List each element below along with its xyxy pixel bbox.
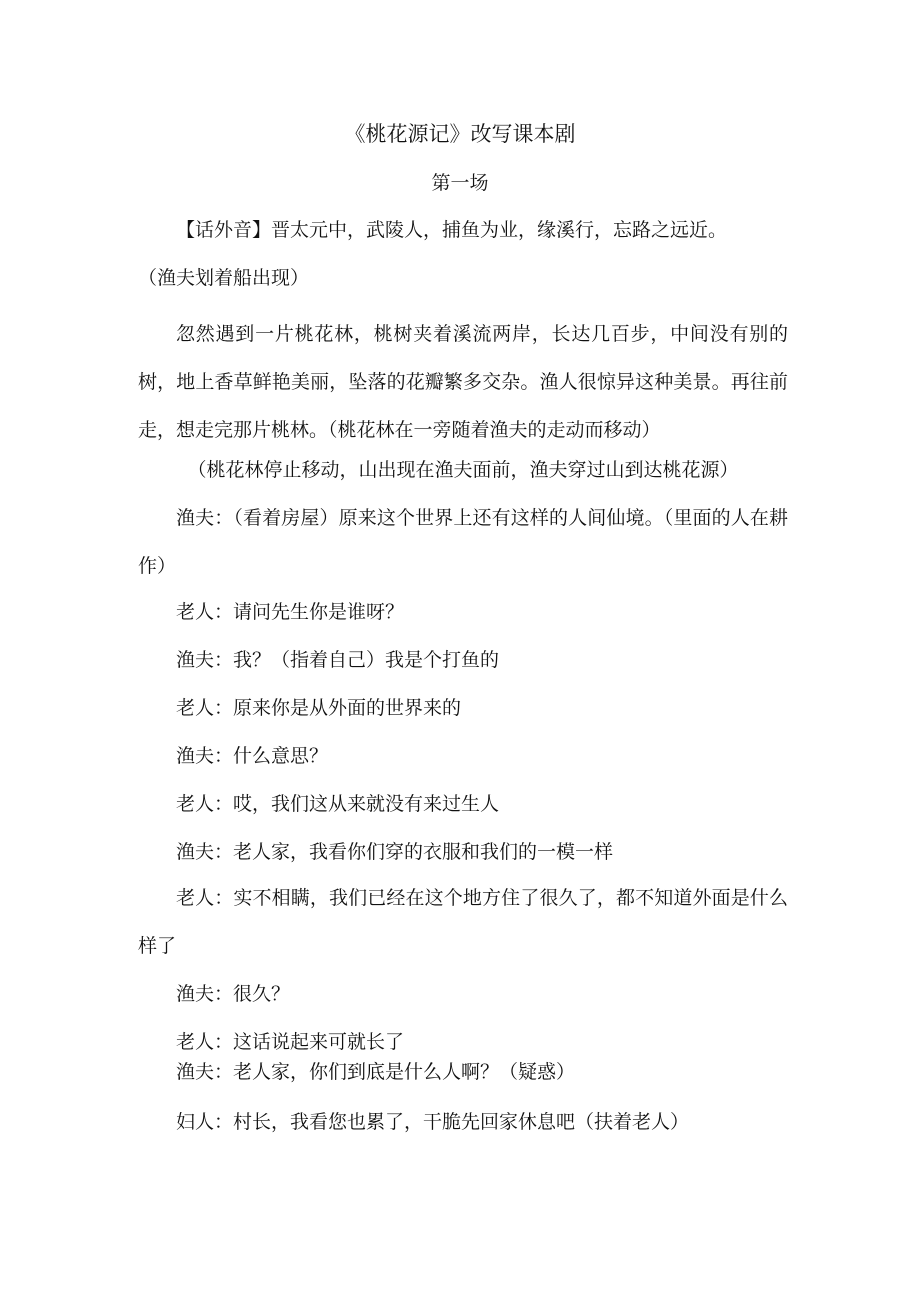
dialogue-line: 老人：请问先生你是谁呀？: [176, 601, 405, 623]
narration-paragraph: 忽然遇到一片桃花林，桃树夹着溪流两岸，长达几百步，中间没有别的树，地上香草鲜艳美丽，坠落的花瓣繁多交杂。渔人很惊异这种美景。再往前走，想走完那片桃林。（桃花林在一旁随着渔夫的走动而移动）: [138, 323, 788, 441]
dialogue-line: 渔夫：什么意思？: [176, 745, 329, 767]
dialogue-line: 渔夫：（看着房屋）原来这个世界上还有这样的人间仙境。（里面的人在耕作）: [138, 507, 788, 577]
stage-direction: （桃花林停止移动，山出现在渔夫面前，渔夫穿过山到达桃花源）: [187, 459, 739, 481]
dialogue-line: 渔夫：老人家，我看你们穿的衣服和我们的一模一样: [176, 841, 614, 863]
dialogue-line: 老人：实不相瞒，我们已经在这个地方住了很久了，都不知道外面是什么样了: [138, 887, 788, 957]
dialogue-line: 妇人：村长，我看您也累了，干脆先回家休息吧（扶着老人）: [176, 1111, 690, 1133]
narration-paragraph: 【话外音】晋太元中，武陵人，捕鱼为业，缘溪行，忘路之远近。: [176, 219, 728, 241]
scene-heading: 第一场: [431, 172, 489, 194]
dialogue-line: 老人：哎，我们这从来就没有来过生人: [176, 793, 500, 815]
stage-direction: （渔夫划着船出现）: [138, 267, 310, 289]
dialogue-line: 老人：原来你是从外面的世界来的: [176, 697, 462, 719]
dialogue-line: 渔夫：老人家，你们到底是什么人啊？（疑惑）: [176, 1061, 576, 1083]
dialogue-line: 渔夫：很久？: [176, 983, 291, 1005]
dialogue-line: 老人：这话说起来可就长了: [176, 1031, 405, 1053]
document-title: 《桃花源记》改写课本剧: [344, 122, 576, 146]
dialogue-line: 渔夫：我？（指着自己）我是个打鱼的: [176, 649, 500, 671]
